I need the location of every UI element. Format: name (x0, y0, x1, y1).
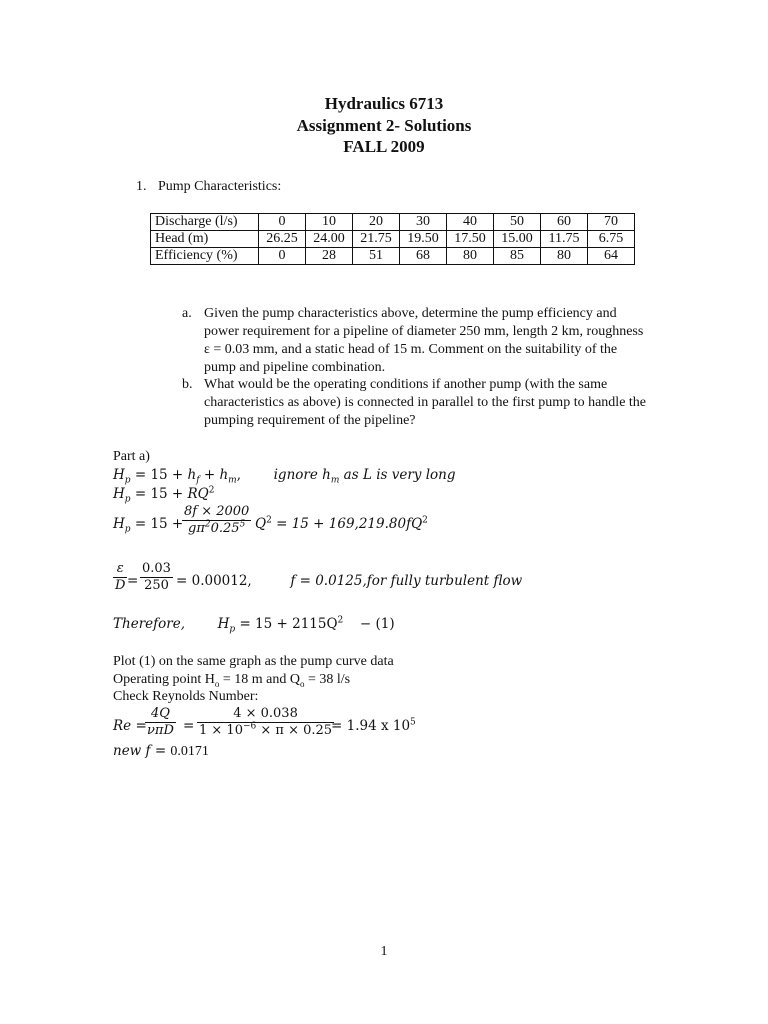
part-b-marker: b. (182, 377, 193, 392)
table-cell: 19.50 (400, 231, 447, 248)
relative-roughness-result (176, 572, 522, 590)
table-cell: 15.00 (494, 231, 541, 248)
equation-1-note: ignore h (273, 467, 331, 483)
table-cell: 10 (306, 214, 353, 231)
assignment-title: Assignment 2- Solutions (296, 116, 472, 135)
flow-regime-note: for fully turbulent flow (366, 573, 523, 589)
page-number: 1 (380, 944, 388, 959)
relative-roughness-values (140, 561, 173, 594)
row-header: Efficiency (%) (151, 248, 259, 265)
part-b-item (182, 376, 652, 430)
table-cell: 24.00 (306, 231, 353, 248)
reynolds-lhs: Re = (113, 718, 147, 734)
table-cell: 40 (447, 214, 494, 231)
system-curve-rhs: = 15 + 2115Q (239, 616, 338, 632)
reynolds-fraction-numeric: $\frac{4 \times 0.038}{1 \times 10^{-6} \times \pi \times 0.25}$ (199, 706, 333, 738)
friction-factor: f = 0.0125, (290, 573, 367, 589)
row-header: Discharge (l/s) (151, 214, 259, 231)
table-cell: 26.25 (259, 231, 306, 248)
system-curve-equation: Therefore, $H_p = 15 + 2115Q^2 - (1)$ (113, 615, 395, 635)
equation-3-lhs: $H_p = 15$ + (113, 516, 184, 535)
roughness-numerator: 0.03 (142, 561, 171, 576)
table-row (151, 248, 635, 265)
table-cell: 70 (588, 214, 635, 231)
row-header: Head (m) (151, 231, 259, 248)
relative-roughness-eq: = (127, 573, 139, 589)
table-cell: 0 (259, 248, 306, 265)
part-a-label: Part a) (113, 449, 150, 464)
equation-3-rhs: $Q^2 = 15 + 169,219.80fQ^2$ (255, 515, 428, 532)
equation-1-note-end: as L is very long (343, 467, 456, 483)
equation-3-denominator: gπ (188, 521, 205, 536)
equation-2: $H_p = 15 + RQ^2$ (113, 485, 215, 505)
check-reynolds-label: Check Reynolds Number: (113, 689, 259, 704)
table-cell: 51 (353, 248, 400, 265)
table-cell: 17.50 (447, 231, 494, 248)
course-title: Hydraulics 6713 (324, 94, 444, 113)
table-cell: 64 (588, 248, 635, 265)
table-cell: 80 (447, 248, 494, 265)
document-page: Hydraulics 6713 Assignment 2- Solutions FALL 2009 1. Pump Characteristics: Discharge (l/s) 0 10 20 30 40 50 60 70 Head (m) 26.25 24.00 21.75 19.50 17.50 15.00 11.75 6.75 Efficiency (%) 0 28 51 68 80 85 80 64 a. Given the pump characteristics above, determine the pump efficiency and power requirement for a pipeline of diameter 250 mm, length 2 km, roughness ε = 0.03 mm, and a static head of 15 m. Comment on the suitability of the pump and pipeline combination. b. What would be the operating conditions if another pump (with the same characteristics as above) is connected in parallel to the first pump to handle the pumping requirement of the pipeline? Part a) $H_p = 15 + h_f + h_m$, ignore $h_m$ as L is very long $H_p = 15 + RQ^2$ $H_p = 15$ + $\frac{8f \times 2000}{g\pi^20.25^5}$ $Q^2 = 15 + 169,219.80fQ^2$ $\frac{\varepsilon}{D}$ = $\frac{0.03}{250}$ = 0.00012, f = 0.0125,for fully turbulent flow Therefore, $H_p = 15 + 2115Q^2 - (1)$ Plot (1) on the same graph as the pump curve data Operating point $H_o = 18$ m and $Q_o = 38$ l/s Check Reynolds Number: Re = 4Q νπD = $\frac{4 \times 0.038}{1 \times 10^{-6} \times \pi \times 0.25}$ = 1.94 x $10^5$ new f = 0.0171 1 (0, 0, 768, 1024)
part-b-text: What would be the operating conditions if another pump (with the same characteristics as above) is connected in parallel to the first pump to handle the pumping requirement of the pipeline? (204, 377, 647, 428)
equation-3-fraction: $\frac{8f \times 2000}{g\pi^20.25^5}$ (184, 504, 250, 536)
equation-3-numerator: 8f × 2000 (184, 504, 250, 519)
new-friction-factor: new f = 0.0171 (113, 743, 209, 759)
relative-roughness-value: = 0.00012, (176, 573, 252, 589)
reynolds-result: = 1.94 x $10^5$ (331, 717, 416, 734)
table-row (151, 214, 635, 231)
table-cell: 30 (400, 214, 447, 231)
table-cell: 60 (541, 214, 588, 231)
equation-1: $H_p = 15 + h_f + h_m$, ignore $h_m$ as L is very long (113, 467, 456, 486)
table-cell: 11.75 (541, 231, 588, 248)
table-cell: 85 (494, 248, 541, 265)
table-row (151, 231, 635, 248)
table-cell: 28 (306, 248, 353, 265)
term-title: FALL 2009 (343, 137, 425, 156)
relative-roughness-fraction: $\frac{\varepsilon}{D}$ (115, 561, 126, 593)
therefore-label: Therefore, (113, 616, 185, 632)
question-title: Pump Characteristics: (158, 179, 282, 194)
operating-point: Operating point $H_o = 18$ m and $Q_o = 38$ l/s (113, 672, 351, 689)
plot-note: Plot (1) on the same graph as the pump curve data (113, 654, 394, 669)
table-cell: 68 (400, 248, 447, 265)
table-cell: 50 (494, 214, 541, 231)
table-cell: 20 (353, 214, 400, 231)
table-cell: 21.75 (353, 231, 400, 248)
table-cell: 6.75 (588, 231, 635, 248)
reynolds-fraction-symbolic: 4Q νπD (147, 706, 174, 738)
pump-characteristics-table (150, 213, 635, 265)
part-a-item (182, 305, 652, 377)
equation-3-rhs-text: = 15 + 169,219.80fQ (276, 516, 423, 532)
equation-tag: − (1) (359, 616, 395, 632)
question-number: 1. (136, 179, 147, 194)
table-cell: 0 (259, 214, 306, 231)
roughness-denominator: 250 (144, 578, 169, 593)
part-a-marker: a. (182, 306, 192, 321)
part-a-text: Given the pump characteristics above, determine the pump efficiency and power requirement for a pipeline of diameter 250 mm, length 2 km, roughness ε = 0.03 mm, and a static head of 15 m. Comment on the suitability of the pump and pipeline combination. (204, 306, 644, 375)
table-cell: 80 (541, 248, 588, 265)
